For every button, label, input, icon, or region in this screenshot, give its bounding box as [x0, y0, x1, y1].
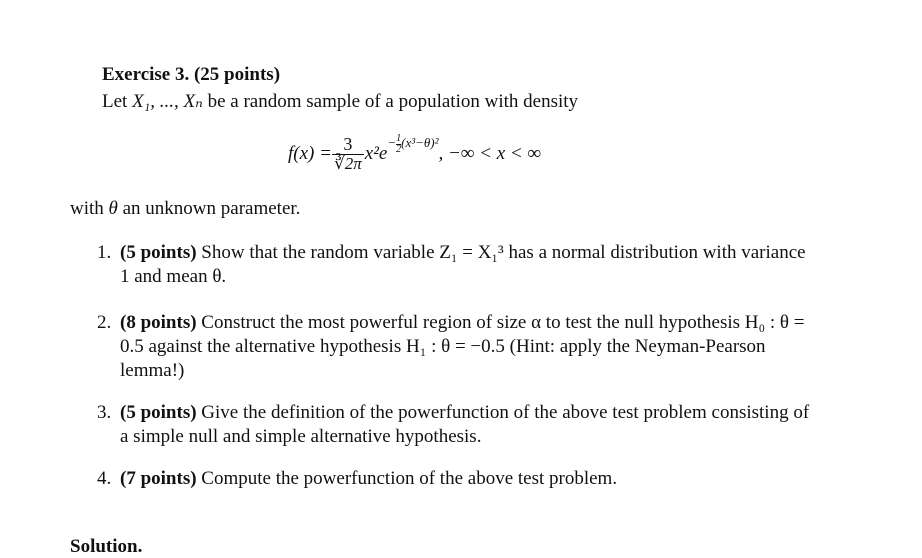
item-text: Show that the random variable Z₁ = X₁³ has a normal distribution with variance — [196, 242, 806, 263]
formula-lhs: f(x) = — [288, 143, 332, 164]
item-number: 2. — [97, 312, 112, 333]
intro-prefix: Let — [102, 91, 133, 112]
param-suffix: an unknown parameter. — [117, 198, 301, 219]
exercise-intro — [102, 90, 578, 113]
item-text: 0.5 against the alternative hypothesis H₁ : θ = −0.5 (Hint: apply the Neyman-Pearson — [120, 336, 766, 357]
item-text: Compute the powerfunction of the above test problem. — [196, 468, 618, 489]
item-number: 1. — [97, 242, 112, 263]
exponent-suffix: (x³−θ)² — [401, 134, 439, 150]
exponent-prefix: − — [387, 134, 397, 150]
density-formula — [288, 126, 541, 182]
exercise-title: Exercise 3. (25 points) — [102, 64, 281, 85]
item-text: Give the definition of the powerfunction of the above test problem consisting of — [196, 402, 810, 423]
item-points: (5 points) — [120, 242, 197, 263]
item-line — [120, 468, 617, 490]
item-number: 4. — [97, 468, 112, 489]
item-text: 1 and mean θ. — [120, 266, 227, 287]
item-number: 3. — [97, 402, 112, 423]
formula-exponent — [387, 134, 438, 154]
param-prefix: with — [70, 198, 109, 219]
item-line — [120, 312, 804, 334]
formula-domain: , −∞ < x < ∞ — [438, 143, 542, 164]
intro-variables: X₁, ..., Xₙ — [132, 91, 203, 112]
item-text: lemma!) — [120, 360, 185, 381]
item-points: (5 points) — [120, 402, 197, 423]
param-theta: θ — [108, 198, 118, 219]
formula-numerator: 3 — [332, 135, 364, 155]
exponent-frac-den: 2 — [396, 143, 402, 155]
solution-label: Solution. — [70, 536, 143, 557]
parameter-note — [70, 198, 300, 220]
formula-body: x²e — [364, 143, 388, 164]
item-text: a simple null and simple alternative hypothesis. — [120, 426, 482, 447]
formula-denominator: ∛2π — [333, 154, 362, 174]
item-line — [120, 242, 806, 264]
intro-suffix: be a random sample of a population with density — [202, 91, 579, 112]
item-text: Construct the most powerful region of size α to test the null hypothesis H₀ : θ = — [196, 312, 805, 333]
item-points: (7 points) — [120, 468, 197, 489]
formula-fraction — [332, 135, 364, 173]
item-line — [120, 402, 809, 424]
exponent-frac-num: 1 — [396, 133, 402, 144]
item-points: (8 points) — [120, 312, 197, 333]
